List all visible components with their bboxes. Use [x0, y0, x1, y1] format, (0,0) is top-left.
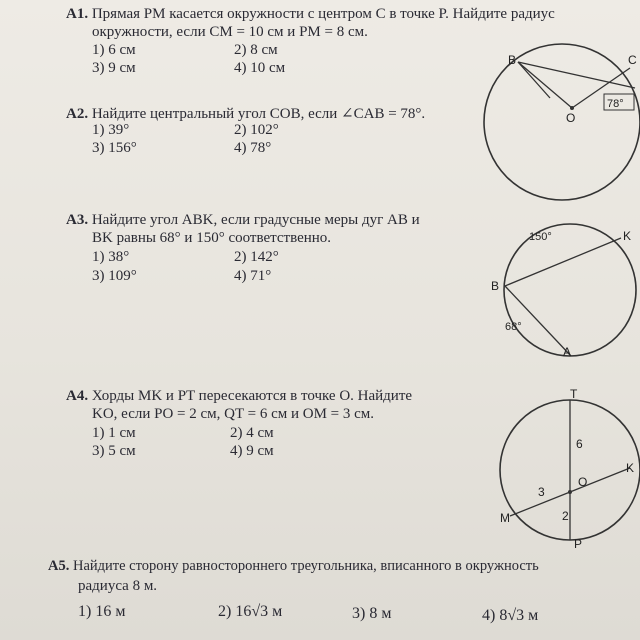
question-a5-number: A5.: [48, 558, 70, 574]
question-a1-text-1: Прямая PM касается окружности с центром C в точке P. Найдите радиус: [91, 6, 555, 22]
question-a3-line-1: [66, 212, 420, 229]
label-b: B: [491, 279, 500, 293]
question-a5-text-2: радиуса 8 м.: [78, 578, 158, 594]
label-p: P: [574, 537, 583, 551]
question-a1-option-1[interactable]: 1) 6 см: [92, 42, 136, 58]
question-a4-text-2: KO, если PO = 2 см, QT = 6 см и OM = 3 см.: [92, 406, 375, 422]
question-a3-option-4[interactable]: 4) 71°: [234, 268, 272, 284]
label-a: A: [563, 345, 572, 359]
label-o: O: [566, 111, 576, 125]
label-segment-3: 3: [538, 485, 545, 499]
label-b: B: [508, 53, 517, 67]
question-a3-option-2[interactable]: 2) 142°: [234, 249, 279, 265]
label-angle-78: 78°: [607, 98, 624, 110]
segment-bo: [518, 62, 572, 108]
question-a1-option-2[interactable]: 2) 8 см: [234, 42, 278, 58]
label-c: C: [628, 53, 637, 67]
question-a2-number: A2.: [66, 106, 89, 122]
label-segment-6: 6: [576, 437, 583, 451]
question-a1-option-3[interactable]: 3) 9 см: [92, 60, 136, 76]
question-a1-number: A1.: [66, 6, 89, 22]
question-a2-option-1[interactable]: 1) 39°: [92, 122, 130, 138]
label-arc-150: 150°: [529, 231, 552, 243]
figure-inscribed-angle: [485, 218, 640, 368]
question-a4-number: A4.: [66, 388, 89, 404]
question-a1-option-4[interactable]: 4) 10 см: [234, 60, 286, 76]
question-a4-text-1: Хорды MK и PT пересекаются в точке O. Найдите: [91, 388, 413, 404]
label-t: T: [570, 387, 578, 401]
question-a2-option-4[interactable]: 4) 78°: [234, 140, 272, 156]
circle-outline: [484, 44, 640, 200]
segment-ba: [518, 62, 635, 88]
question-a2-text-1: Найдите центральный угол COB, если ∠CAB = 78°.: [91, 106, 426, 122]
question-a3-option-3[interactable]: 3) 109°: [92, 268, 137, 284]
question-a4-option-2[interactable]: 2) 4 см: [230, 425, 274, 441]
question-a5-option-1[interactable]: 1) 16 м: [78, 603, 126, 620]
question-a1-line-1: [66, 6, 555, 23]
question-a2-option-2[interactable]: 2) 102°: [234, 122, 279, 138]
intersection-point: [568, 490, 572, 494]
label-segment-2: 2: [562, 509, 569, 523]
question-a3-number: A3.: [66, 212, 89, 228]
question-a5-option-3[interactable]: 3) 8 м: [352, 605, 392, 622]
question-a4-option-1[interactable]: 1) 1 см: [92, 425, 136, 441]
question-a4-option-3[interactable]: 3) 5 см: [92, 443, 136, 459]
figure-central-angle: [470, 50, 640, 200]
figure-intersecting-chords: [490, 388, 640, 553]
question-a5-text-1: Найдите сторону равностороннего треугольника, вписанного в окружность: [72, 558, 539, 574]
question-a5-option-4[interactable]: 4) 8√3 м: [482, 607, 539, 624]
question-a3-option-1[interactable]: 1) 38°: [92, 249, 130, 265]
question-a3-text-1: Найдите угол ABK, если градусные меры дуг AB и: [91, 212, 420, 228]
circle-outline: [504, 224, 636, 356]
label-k: K: [626, 461, 635, 475]
question-a4-line-1: [66, 388, 412, 405]
label-m: M: [500, 511, 510, 525]
question-a2-option-3[interactable]: 3) 156°: [92, 140, 137, 156]
question-a5-line-1: [48, 558, 539, 575]
question-a1-text-2: окружности, если CM = 10 см и PM = 8 см.: [92, 24, 368, 40]
question-a4-option-4[interactable]: 4) 9 см: [230, 443, 274, 459]
center-point: [570, 106, 574, 110]
label-k: K: [623, 229, 632, 243]
question-a2-line-1: [66, 104, 425, 123]
question-a3-text-2: BK равны 68° и 150° соответственно.: [92, 230, 332, 246]
label-o: O: [578, 475, 588, 489]
question-a5-option-2[interactable]: 2) 16√3 м: [218, 603, 283, 620]
label-arc-68: 68°: [505, 321, 522, 333]
